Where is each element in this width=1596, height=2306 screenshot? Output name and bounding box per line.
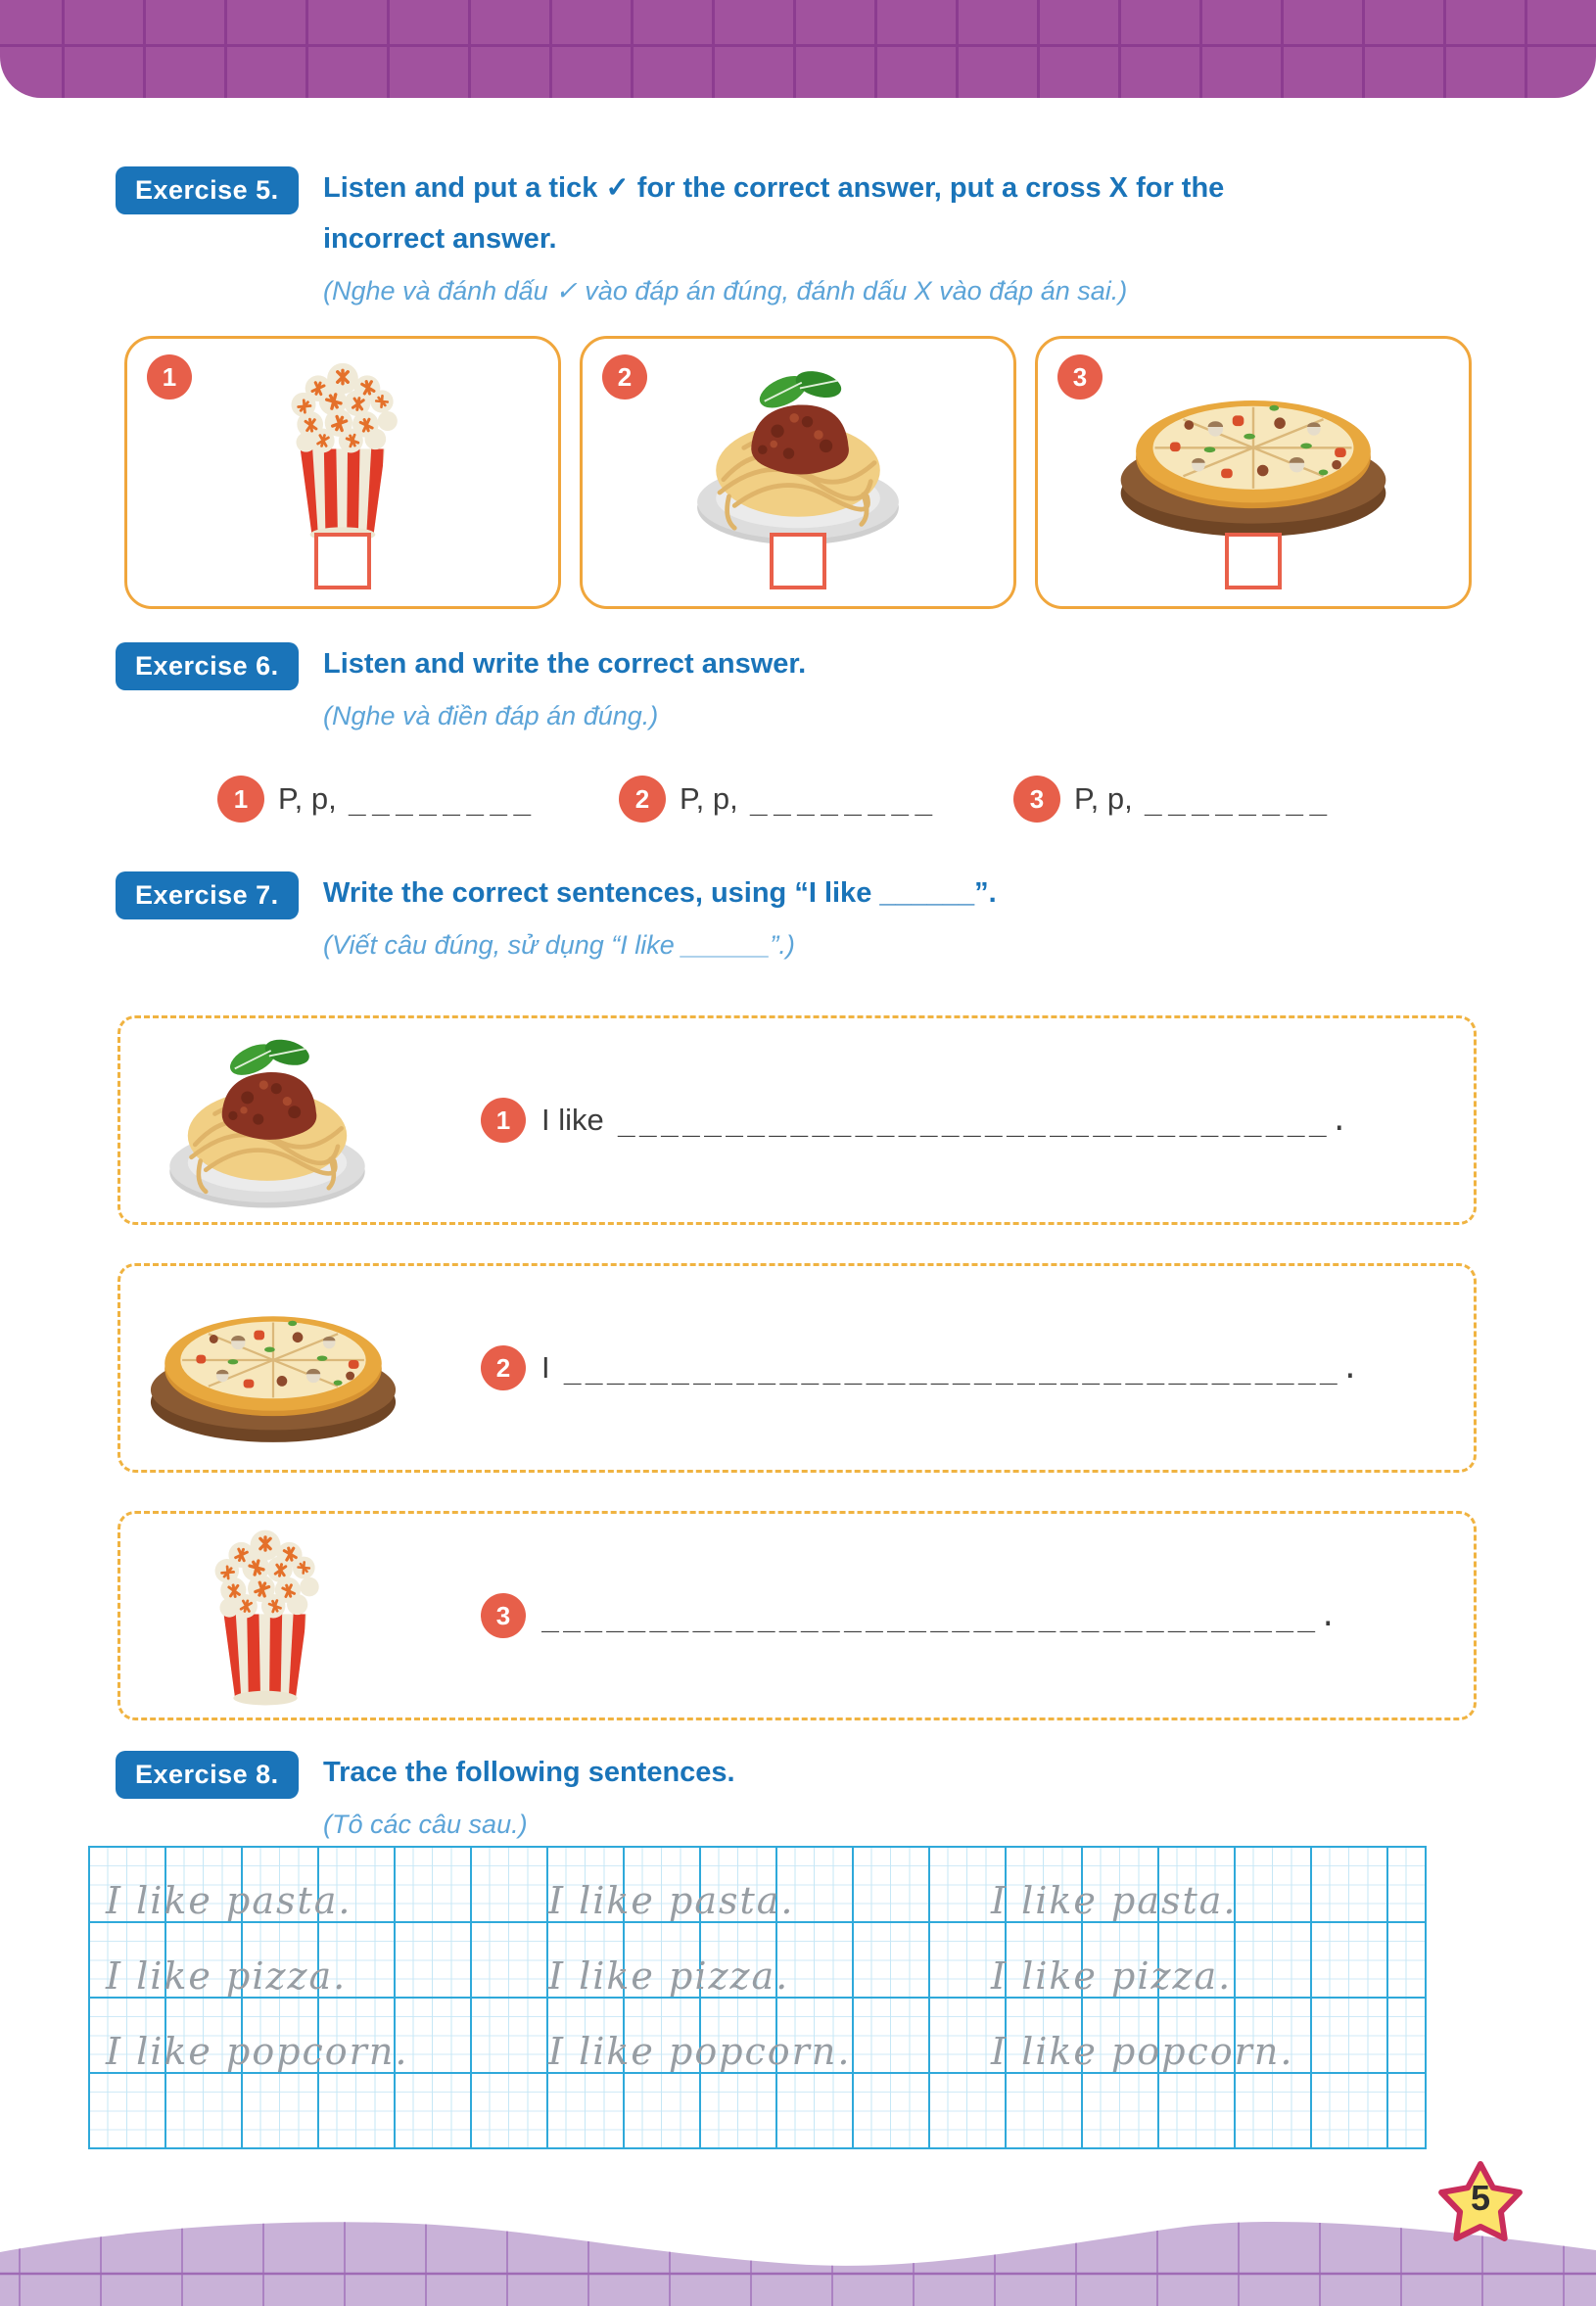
exercise6-subtitle-vi: (Nghe và điền đáp án đúng.): [323, 701, 659, 730]
sentence-box-2: [117, 1263, 1477, 1473]
ex6-prompt: P, p,: [680, 781, 738, 816]
exercise8-title: Trace the following sentences.: [323, 1757, 735, 1788]
ex7-prompt: I: [541, 1350, 550, 1385]
ex7-answer-blank-1[interactable]: _________________________________.: [617, 1103, 1352, 1138]
exercise8-subtitle-vi: (Tô các câu sau.): [323, 1810, 528, 1839]
trace-line[interactable]: I like pizza.: [991, 1954, 1233, 1998]
exercise6-title: Listen and write the correct answer.: [323, 648, 807, 680]
ex7-row-3: [481, 1593, 1340, 1638]
exercise5-title-line2: incorrect answer.: [323, 223, 557, 255]
exercise7-subtitle-vi: (Viết câu đúng, sử dụng “I like ______”.): [323, 930, 795, 960]
trace-line[interactable]: I like popcorn.: [548, 2030, 852, 2073]
item-number-badge: 3: [1013, 776, 1060, 823]
sentence-box-3: [117, 1511, 1477, 1720]
pasta-image: [150, 1025, 385, 1216]
trace-line[interactable]: I like popcorn.: [106, 2030, 409, 2073]
item-number-badge: 1: [217, 776, 264, 823]
pizza-image: [1111, 366, 1395, 546]
pasta-image: [676, 356, 920, 552]
answer-card-3: [1035, 336, 1472, 609]
trace-line[interactable]: I like pasta.: [991, 1879, 1238, 1922]
ex7-prompt: I like: [541, 1103, 604, 1137]
popcorn-image: [185, 1520, 346, 1712]
item-number-badge: 3: [1057, 354, 1103, 400]
item-number-badge: 2: [619, 776, 666, 823]
trace-line[interactable]: I like pasta.: [548, 1879, 795, 1922]
item-number-badge: 2: [481, 1345, 526, 1390]
answer-checkbox-3[interactable]: [1225, 533, 1282, 589]
answer-card-1: [124, 336, 561, 609]
answer-checkbox-2[interactable]: [770, 533, 826, 589]
item-number-badge: 1: [147, 354, 192, 400]
exercise6-badge: Exercise 6.: [116, 642, 299, 690]
ex6-item-2: [619, 774, 938, 824]
sentence-box-1: [117, 1015, 1477, 1225]
ex6-prompt: P, p,: [1074, 781, 1133, 816]
pizza-image: [142, 1285, 404, 1451]
handwriting-trace-grid[interactable]: [88, 1846, 1427, 2149]
ex7-answer-blank-3[interactable]: ____________________________________.: [541, 1598, 1341, 1633]
exercise5-title-line1: Listen and put a tick ✓ for the correct answer, put a cross X for the: [323, 172, 1225, 204]
trace-line[interactable]: I like pasta.: [106, 1879, 352, 1922]
exercise7-badge: Exercise 7.: [116, 871, 299, 919]
ex6-answer-blank-2[interactable]: ________: [749, 781, 939, 817]
trace-line[interactable]: I like popcorn.: [991, 2030, 1294, 2073]
item-number-badge: 1: [481, 1098, 526, 1143]
exercise8-badge: Exercise 8.: [116, 1751, 299, 1799]
exercise7-title: Write the correct sentences, using “I like ______”.: [323, 877, 997, 909]
ex6-prompt: P, p,: [278, 781, 337, 816]
ex7-row-2: [481, 1345, 1363, 1390]
popcorn-image: [259, 353, 426, 548]
item-number-badge: 3: [481, 1593, 526, 1638]
trace-line[interactable]: I like pizza.: [106, 1954, 348, 1998]
footer-wave-band: [0, 2213, 1596, 2306]
exercise5-badge: Exercise 5.: [116, 166, 299, 214]
page-number: 5: [1470, 2178, 1491, 2218]
ex6-item-1: [217, 774, 537, 824]
item-number-badge: 2: [602, 354, 647, 400]
answer-checkbox-1[interactable]: [314, 533, 371, 589]
page-number-star: [1432, 2154, 1529, 2252]
ex6-item-3: [1013, 774, 1333, 824]
trace-line[interactable]: I like pizza.: [548, 1954, 790, 1998]
exercise5-subtitle-vi: (Nghe và đánh dấu ✓ vào đáp án đúng, đánh dấu X vào đáp án sai.): [323, 276, 1128, 306]
answer-card-2: [580, 336, 1016, 609]
ex7-answer-blank-2[interactable]: ____________________________________.: [563, 1350, 1363, 1386]
ex7-row-1: [481, 1098, 1352, 1143]
header-grid-band: [0, 0, 1596, 98]
ex6-answer-blank-3[interactable]: ________: [1144, 781, 1334, 817]
ex6-answer-blank-1[interactable]: ________: [348, 781, 538, 817]
